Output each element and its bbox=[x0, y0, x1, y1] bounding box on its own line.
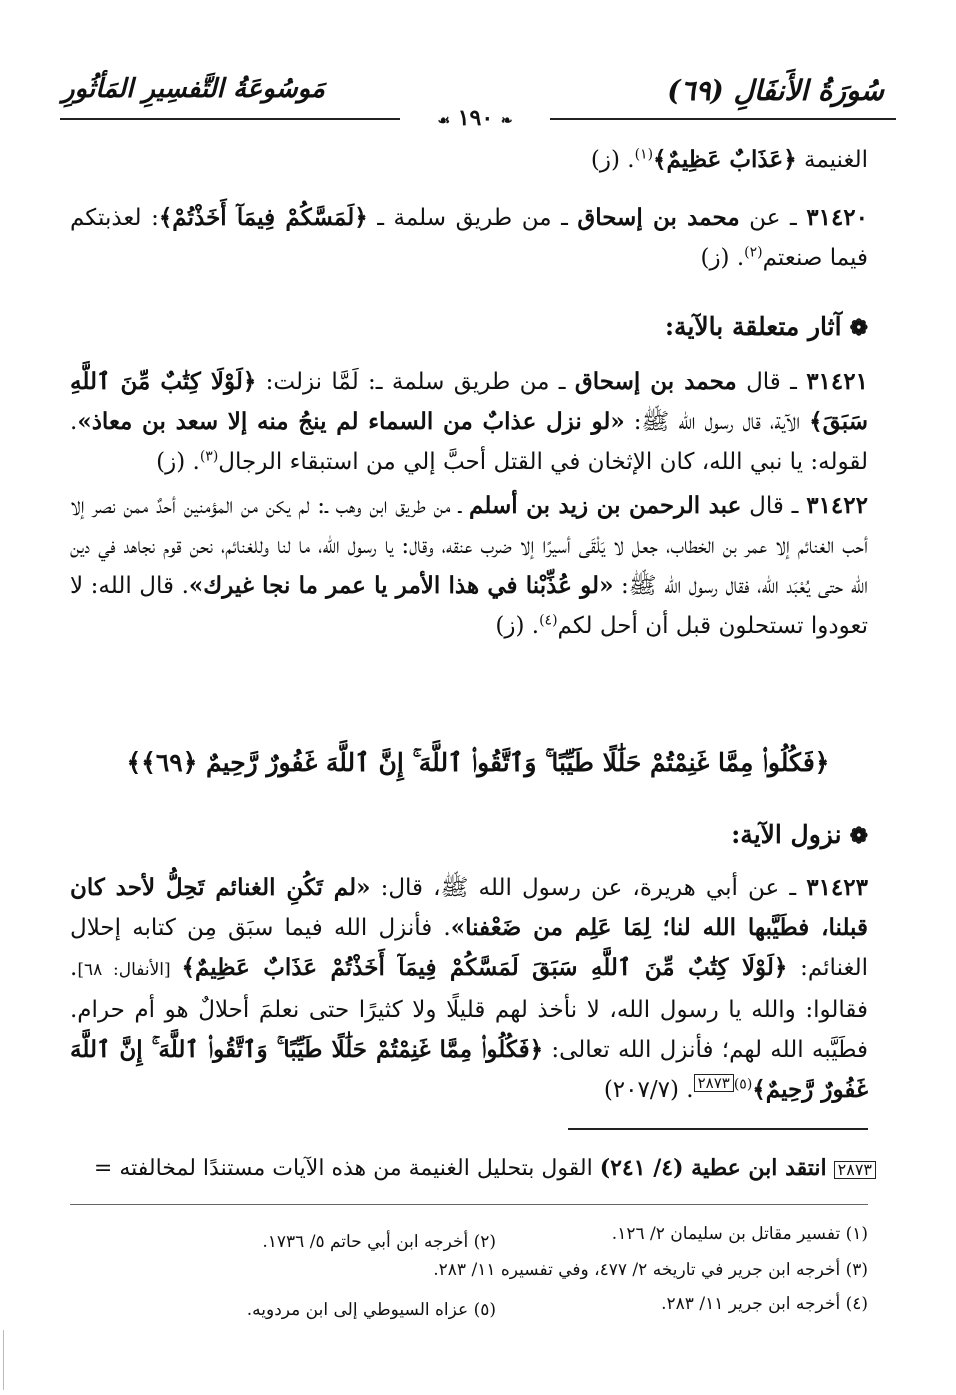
quran-quote: ﴿لَوْلَا كِتَٰبٌ مِّنَ ٱللَّهِ سَبَقَ لَمَسَّكُمْ فِيمَآ أَخَذْتُمْ عَذَابٌ عَظِيمٌ﴾ bbox=[181, 954, 788, 981]
prophetic-saying: «لو عُذِّبْنا في هذا الأمر يا عمر ما نجا غيرك» bbox=[188, 572, 614, 599]
commentary-number-box: ٢٨٧٣ bbox=[834, 1161, 876, 1179]
text: ـ من طريق سلمة ـ bbox=[367, 205, 578, 231]
quran-quote: ﴿فَكُلُوا۟ مِمَّا غَنِمْتُمْ حَلَٰلًا طَيِّبًا ۚ وَٱتَّقُوا۟ ٱللَّهَ ۚ إِنَّ ٱللَّهَ غَفُورٌ رَّحِيمٌ﴾ bbox=[70, 1036, 868, 1103]
text: . فقالوا: والله يا رسول الله، لا نأخذ لهم قليلًا ولا كثيرًا حتى نعلمَ أحلالٌ هو أم حرام. فطَيَّبه الله لهم؛ فأنزل الله تعالى: bbox=[70, 955, 868, 1063]
text: ـ عن bbox=[739, 205, 807, 231]
footnote-ref: (٢) bbox=[744, 244, 763, 261]
footnote-2: (٢) أخرجه ابن أبي حاتم ٥/ ١٧٣٦. bbox=[262, 1232, 496, 1252]
commentary-ref-box: ٢٨٧٣ bbox=[694, 1074, 734, 1092]
section-heading-athar bbox=[665, 312, 868, 341]
page-number-box bbox=[400, 104, 550, 132]
commentary-note bbox=[40, 1150, 876, 1187]
commentary-separator bbox=[568, 1128, 868, 1130]
text: الغنيمة bbox=[796, 147, 868, 173]
ornament-icon: ❧ bbox=[500, 113, 513, 129]
text: . (ز) bbox=[156, 449, 200, 475]
footnote-ref: (٤) bbox=[539, 612, 558, 629]
text: . (ز) bbox=[495, 613, 540, 639]
footnote-5: (٥) عزاه السيوطي إلى ابن مردويه. bbox=[246, 1300, 496, 1320]
flower-icon: ❁ bbox=[849, 823, 868, 849]
prophetic-saying: «لو نزل عذابٌ من السماء لم ينجُ منه إلا سعد بن معاذ» bbox=[77, 408, 625, 435]
text: ـ من طريق سلمة ـ: لَمَّا نزلت: bbox=[256, 369, 575, 395]
text: . (ز) bbox=[700, 245, 745, 271]
footnote-rule bbox=[70, 1204, 868, 1205]
ornament-icon: ☙ bbox=[437, 113, 451, 129]
narrator-name: عبد الرحمن بن زيد بن أسلم bbox=[469, 492, 742, 519]
scan-edge bbox=[3, 1330, 4, 1390]
quran-verse-69: ﴿فَكُلُوا۟ مِمَّا غَنِمْتُمْ حَلَٰلًا طَيِّبًا ۚ وَٱتَّقُوا۟ ٱللَّهَ ۚ إِنَّ ٱللَّهَ غَفُورٌ رَّحِيمٌ ﴿٦٩﴾﴾ bbox=[126, 748, 830, 777]
verse-reference: [الأنفال: ٦٨] bbox=[77, 960, 182, 980]
text: . (٢٠٧/٧) bbox=[603, 1077, 694, 1103]
footnote-ref: (٥) bbox=[733, 1076, 753, 1093]
section-heading-nuzul bbox=[731, 820, 868, 849]
text: ـ عن أبي هريرة، عن رسول الله ﷺ، قال: bbox=[370, 875, 807, 901]
hadith-number: ٣١٤٢١ bbox=[806, 368, 868, 395]
page-number: ١٩٠ bbox=[457, 105, 494, 131]
footnote-1: (١) تفسير مقاتل بن سليمان ٢/ ١٢٦. bbox=[611, 1224, 868, 1244]
book-title: مَوسُوعَةُ التَّفسِيرِ المَأثُورِ bbox=[62, 74, 325, 104]
narrator-name: محمد بن إسحاق bbox=[577, 204, 740, 231]
hadith-number: ٣١٤٢٣ bbox=[806, 874, 868, 901]
surah-title: سُورَةُ الأَنفَالِ (٦٩) bbox=[667, 74, 884, 107]
footnote-4: (٤) أخرجه ابن جرير ١١/ ٢٨٣. bbox=[661, 1294, 868, 1314]
paragraph-top bbox=[70, 140, 868, 180]
heading-text: نزول الآية: bbox=[731, 820, 842, 849]
hadith-number: ٣١٤٢٠ bbox=[806, 204, 869, 231]
text: . قال الله: لا تعودوا تستحلون قبل أن أحل لكم bbox=[70, 573, 868, 639]
text: . لقوله: يا نبي الله، كان الإثخان في القتل أحبَّ إلي من استبقاء الرجال bbox=[70, 409, 868, 475]
commentary-author: انتقد ابن عطية (٤/ ٢٤١) bbox=[599, 1155, 827, 1181]
hadith-31421 bbox=[70, 362, 868, 482]
quran-quote: ﴿عَذَابٌ عَظِيمٌ﴾ bbox=[653, 146, 797, 173]
text: : لعذبتكم فيما صنعتم bbox=[70, 205, 868, 271]
text: ـ من طريق ابن وهب ـ: لم يكن من المؤمنين أحدٌ ممن نصر إلا أحب الغنائم إلا عمر بن الخطاب، جعل لا يَلْقَى أسيرًا إلا ضرب عنقه، وقال: يا رسول الله، ما لنا وللغنائم، نحن قوم نجاهد في دين الله حتى يُعْبَد الله، فقال رسول الله ﷺ: bbox=[70, 493, 868, 599]
hadith-31420 bbox=[70, 198, 868, 278]
text: ـ قال bbox=[741, 493, 807, 519]
footnote-ref: (٣) bbox=[199, 448, 219, 465]
narrator-name: محمد بن إسحاق bbox=[574, 368, 737, 395]
hadith-31422 bbox=[70, 486, 868, 646]
footnote-3: (٣) أخرجه ابن جرير في تاريخه ٢/ ٤٧٧، وفي تفسيره ١١/ ٢٨٣. bbox=[433, 1260, 868, 1280]
text: الآية، قال رسول الله ﷺ: bbox=[624, 409, 810, 435]
quran-quote: ﴿لَوْلَا كِتَٰبٌ مِّنَ ٱللَّهِ سَبَقَ﴾ bbox=[70, 368, 868, 435]
footnote-ref: (١) bbox=[634, 146, 654, 163]
text: . (ز) bbox=[590, 147, 635, 173]
flower-icon: ❁ bbox=[849, 315, 868, 341]
text: ـ قال bbox=[736, 369, 807, 395]
heading-text: آثار متعلقة بالآية: bbox=[664, 312, 842, 341]
prophetic-saying: «لم تَكُنِ الغنائم تَحِلُّ لأحد كان قبلنا، فطَيَّبها الله لنا؛ لِمَا عَلِم من ضَعْفنا» bbox=[70, 874, 868, 941]
text: . فأنزل الله فيما سبَق مِن كتابه إحلال الغنائم: bbox=[70, 915, 869, 981]
hadith-number: ٣١٤٢٢ bbox=[806, 492, 868, 519]
commentary-text: القول بتحليل الغنيمة من هذه الآيات مستندًا لمخالفته = bbox=[93, 1156, 600, 1181]
quran-quote: ﴿لَمَسَّكُمْ فِيمَآ أَخَذْتُمْ﴾ bbox=[158, 204, 368, 231]
hadith-31423 bbox=[70, 868, 868, 1110]
